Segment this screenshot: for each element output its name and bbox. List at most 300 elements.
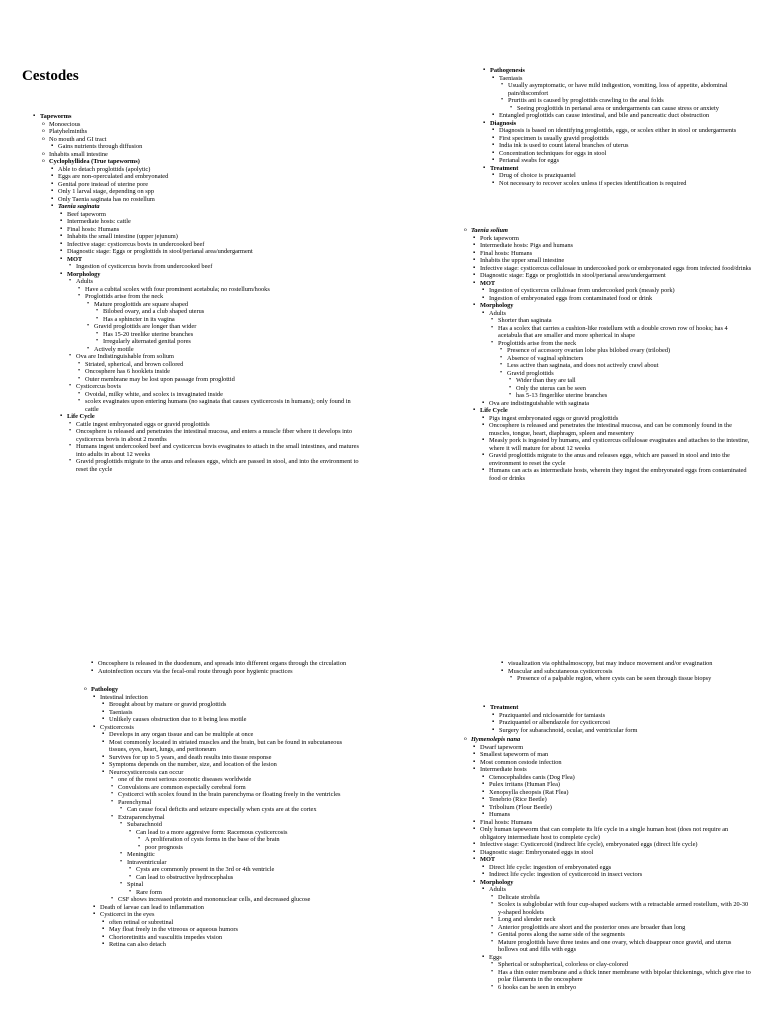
section-heading: ▪ MOT: [67, 255, 83, 263]
list-item: [471, 227, 752, 482]
item-text: • Oncosphere is released and penetrates the intestinal mucosa, and enters a muscle fiber where it develops into cysticercus bovis in about 2 months: [76, 428, 353, 443]
list-item: [480, 250, 752, 258]
section-heading: o Cyclophyllidea (True tapeworms): [49, 158, 140, 165]
item-text: ▪ Only human tapeworm that can complete its life cycle in a single human host (does not require an obligatory intermediate host to complete cycle): [480, 826, 729, 841]
list-item: [507, 370, 752, 400]
item-text: ▪ Not necessary to recover scolex unless if species identification is required: [499, 179, 687, 187]
outline-list: [136, 836, 360, 851]
item-text: • Scolex is subglobular with four cup-shaped suckers with a retractable armed rostellum, with 20-30 y-shaped hooklets: [498, 901, 749, 916]
item-text: ▪ Ingestion of cysticercus cellulosae from undercooked pork (measly pork): [489, 287, 675, 294]
list-item: [109, 919, 360, 927]
item-text: ▪ Praziquantel and niclosamide for tamiasis: [499, 711, 606, 719]
item-text: ▪ Eggs are non-operculated and embryonated: [58, 173, 169, 180]
section-heading: ▪ Morphology: [67, 270, 101, 278]
section-heading: ▪ Life Cycle: [67, 413, 95, 420]
list-item: [489, 781, 752, 789]
item-text: • Seeing proglottids in perianal area or undergarments can cause stress or anxiety: [517, 104, 719, 112]
item-text: ▪ Muscular and subcutaneous cysticercosis: [508, 667, 613, 675]
item-text: ▪ Only 1 larval stage, depending on spp: [58, 188, 155, 195]
list-item: [508, 660, 752, 668]
outline-list: [489, 894, 752, 954]
list-item: [109, 709, 360, 717]
item-text: ▪ Ingestion of embryonated eggs from contaminated food or drink: [489, 294, 653, 302]
item-text: ▪ Eggs: [489, 953, 502, 961]
item-text: ▪ Survives for up to 5 years, and death results into tissue response: [109, 753, 272, 761]
item-text: • Cysticerci with scolex found in the brain parenchyma or floating freely in the ventricles: [118, 791, 341, 798]
list-item: [118, 791, 360, 799]
item-text: • Have a cubital scolex with four prominent acetabula; no rostellum/hooks: [85, 285, 270, 293]
item-text: • Meningitic: [127, 851, 155, 858]
outline-list: [490, 712, 752, 735]
item-text: • Convulsions are common especially cerebral form: [118, 783, 246, 791]
outline-list: [489, 317, 752, 400]
item-text: ▪ Xenopsylla cheopsis (Rat Flea): [489, 788, 569, 796]
outline-list: [480, 310, 752, 408]
item-text: ▪ Infective stage: Cysticercoid (indirect life cycle), embryonated eggs (direct life cycle): [480, 841, 698, 848]
list-item: [490, 165, 752, 188]
item-text: • Extraparenchymal: [118, 813, 165, 821]
item-text: • Usually asymptomatic, or have mild indigestion, vomiting, loss of appetite, abdominal pain/discomfort: [508, 82, 728, 97]
list-item: [67, 218, 360, 226]
item-text: o Inhabits small intestine: [49, 150, 108, 158]
item-text: • 6 hooks can be seen in embryo: [498, 983, 577, 991]
list-item: [499, 75, 752, 113]
item-text: • Humans ingest undercooked beef and cysticercus bovis evaginates to attach in the small intestines, and matures into adults in about 12 weeks: [76, 443, 359, 458]
list-item: [103, 338, 360, 346]
outline-list: [76, 391, 360, 414]
list-item: [94, 323, 360, 346]
list-item: [85, 376, 360, 384]
list-item: [498, 931, 752, 939]
list-item: [103, 308, 360, 316]
item-text: ▪ Pork tapeworm: [480, 234, 519, 242]
list-item: [91, 686, 360, 949]
list-item: [499, 150, 752, 158]
list-item: [109, 739, 360, 754]
item-text: • Has 15-20 treelike uterine branches: [103, 330, 194, 338]
list-item: [103, 331, 360, 339]
list-item: [499, 172, 752, 180]
item-text: ▪ Death of larvae can lead to inflammation: [100, 903, 204, 911]
list-item: [480, 841, 752, 849]
section-heading: o Taenia solium: [471, 227, 508, 234]
item-text: ▪ Chorioretinitis and vasculitis impedes vision: [109, 933, 223, 941]
item-text: ▪ Most common cestode infection: [480, 758, 562, 766]
list-item: [109, 769, 360, 904]
item-text: ▪ Adults: [489, 886, 506, 893]
list-item: [109, 754, 360, 762]
item-text: • Proglottids arise from the neck: [498, 339, 577, 347]
item-text: ▪ Praziquantel or albendazole for cysticercosi: [499, 719, 610, 726]
list-item: [480, 849, 752, 857]
list-item: [498, 901, 752, 916]
list-item: [480, 819, 752, 827]
item-text: ▪ Final hosts: Humans: [67, 225, 120, 233]
section-heading: ▪ Life Cycle: [480, 407, 508, 414]
list-item: [508, 97, 752, 112]
list-item: [76, 278, 360, 353]
item-text: ▪ Pigs ingest embryonated eggs or gravid proglottids: [489, 414, 619, 422]
list-item: [489, 467, 752, 482]
list-item: [58, 166, 360, 174]
list-item: [480, 856, 752, 879]
outline-list: [499, 82, 752, 112]
list-item: [489, 796, 752, 804]
section-heading: ▪ Tapeworms: [40, 113, 72, 120]
list-item: [517, 105, 752, 113]
item-text: • Anterior proglottids are short and the posterior ones are broader than long: [498, 923, 686, 931]
list-item: [118, 784, 360, 792]
item-text: ▪ May float freely in the vitreous or aqueous humors: [109, 926, 238, 933]
item-text: ▪ Adults: [489, 309, 506, 317]
list-item: [498, 916, 752, 924]
list-item: [499, 727, 752, 735]
outline-list: [49, 143, 360, 151]
outline-list: [127, 866, 360, 881]
item-text: • poor prognosis: [145, 843, 183, 851]
list-item: [489, 864, 752, 872]
list-item: [100, 724, 360, 904]
item-text: • Spherical or subspherical, colorless or clay-colored: [498, 961, 629, 968]
item-text: ▪ Gains nutrients through diffusion: [58, 143, 143, 150]
list-item: [507, 347, 752, 355]
item-text: ▪ Tribolium (Flour Beetle): [489, 803, 552, 811]
list-item: [480, 879, 752, 992]
outline-list: [508, 660, 752, 683]
list-item: [94, 346, 360, 354]
list-item: [498, 924, 752, 932]
list-item: [118, 776, 360, 784]
item-text: o Platyhelminths: [49, 128, 88, 135]
list-item: [499, 112, 752, 120]
item-text: ▪ Intestinal infection: [100, 693, 148, 701]
list-item: [85, 361, 360, 369]
item-text: ▪ Perianal swabs for eggs: [499, 157, 560, 164]
item-text: • Adults: [76, 278, 93, 285]
item-text: ▪ Autoinfection occurs via the fecal-oral route through poor hygienic practices: [98, 667, 293, 675]
list-item: [49, 128, 360, 136]
list-item: [85, 293, 360, 353]
list-item: [498, 961, 752, 969]
section-heading: o Pathology: [91, 686, 119, 693]
item-text: ▪ Taeniasis: [499, 74, 523, 82]
item-text: ▪ Gravid proglottids migrate to the anus and releases eggs, which are passed in stool and into the environment to reset the cycle: [489, 452, 730, 467]
item-text: ▪ Beef tapeworm: [67, 210, 106, 218]
list-item: [58, 173, 360, 181]
item-text: ▪ Cysticercosis: [100, 723, 134, 731]
list-item: [499, 712, 752, 720]
list-item: [67, 211, 360, 219]
list-item: [499, 719, 752, 727]
item-text: • Can lead to obstructive hydrocephalus: [136, 873, 234, 881]
section-heading: ▪ Pathogenesis: [490, 67, 525, 74]
item-text: ▪ Most commonly located in striated muscles and the brain, but can be found in subcutaneous tissues, eyes, heart, lungs, and peritoneum: [109, 738, 343, 753]
list-item: [489, 774, 752, 782]
list-item: [516, 385, 752, 393]
outline-list: [471, 736, 752, 991]
list-item: [76, 263, 360, 271]
item-text: • CSF shows increased protein and mononuclear cells, and decreased glucose: [118, 896, 311, 903]
item-text: • Long and slender neck: [498, 916, 556, 923]
item-text: ▪ Oncosphere is released in the duodenum, and spreads into different organs through the circulation: [98, 660, 347, 667]
item-text: ▪ Neurocysticercosis can occur: [109, 768, 184, 776]
outline-list: [91, 694, 360, 949]
item-text: ▪ Dwarf tapeworm: [480, 743, 524, 751]
list-item: [499, 157, 752, 165]
list-item: [480, 265, 752, 273]
item-text: • Striated, spherical, and brown collored: [85, 360, 184, 368]
list-item: [49, 121, 360, 129]
list-item: [499, 142, 752, 150]
item-text: • one of the most serious zoonotic diseases worldwide: [118, 776, 252, 783]
item-text: • Gravid proglottids are longer than wider: [94, 323, 197, 330]
item-text: ▪ Brought about by mature or gravid proglottids: [109, 701, 227, 708]
list-item: [67, 271, 360, 414]
outline-list: [471, 227, 752, 482]
item-text: ▪ Ova are indistinguishable with saginata: [489, 399, 590, 407]
list-item: [49, 158, 360, 473]
list-item: [480, 302, 752, 407]
list-item: [109, 761, 360, 769]
item-text: • Has a thin outer membrane and a thick inner membrane with bipolar thickenings, which give rise to polar filaments in the oncosphere: [498, 968, 751, 983]
item-text: • Presence of a palpable region, where cysts can be seen through tissue biopsy: [517, 675, 712, 682]
item-text: ▪ Infective stage: cysticercus bovis in undercooked beef: [67, 240, 205, 248]
item-text: • Bilobed ovary, and a club shaped uterus: [103, 308, 205, 315]
section-heading: ▪ Taenia saginata: [58, 203, 100, 210]
item-text: ▪ visualization via ophthalmoscopy, but may induce movement and/or evagination: [508, 660, 713, 667]
item-text: • Mature proglottids are square shaped: [94, 300, 189, 308]
list-item: [471, 736, 752, 991]
outline-list: [100, 731, 360, 904]
outline-list: [67, 263, 360, 271]
col2: [490, 67, 752, 187]
list-item: [49, 151, 360, 159]
item-text: ▪ Symptoms depends on the number, size, and location of the lesion: [109, 761, 277, 768]
list-item: [480, 272, 752, 280]
list-item: [498, 325, 752, 340]
list-item: [145, 844, 360, 852]
list-item: [118, 814, 360, 897]
outline-list: [490, 67, 752, 187]
item-text: ▪ Ctenocephalides canis (Dog Flea): [489, 773, 575, 781]
outline-list: [94, 308, 360, 323]
list-item: [136, 889, 360, 897]
list-item: [118, 896, 360, 904]
item-text: ▪ Pulex irritans (Human Flea): [489, 781, 560, 788]
item-text: • Subarachnoid: [127, 821, 162, 828]
list-item: [85, 368, 360, 376]
item-text: • Less active than saginata, and does not actively crawl about: [507, 362, 659, 369]
list-item: [490, 704, 752, 734]
list-item: [127, 859, 360, 882]
list-item: [100, 904, 360, 912]
list-item: [480, 766, 752, 819]
outline-list: [118, 821, 360, 896]
item-text: ▪ Unlikely causes obstruction due to it being less motile: [109, 716, 247, 723]
list-item: [489, 415, 752, 423]
item-text: • scolex evaginates upon entering humans (no saginata that causes cysticercosis in humans); only found in cattle: [85, 398, 351, 413]
list-item: [109, 731, 360, 739]
item-text: • Parenchymal: [118, 798, 152, 806]
outline-list: [109, 776, 360, 904]
item-text: ▪ Develops in any organ tissue and can be multiple at once: [109, 731, 254, 738]
list-item: [480, 280, 752, 303]
item-text: ▪ Taeniasis: [109, 708, 133, 716]
list-item: [489, 789, 752, 797]
outline-list: [490, 172, 752, 187]
list-item: [109, 934, 360, 942]
outline-list: [480, 774, 752, 819]
list-item: [489, 422, 752, 437]
outline-list: [40, 121, 360, 474]
item-text: ▪ Final hosts: Humans: [480, 249, 533, 257]
item-text: • Rare form: [136, 888, 162, 896]
item-text: ▪ Able to detach proglottids (apolytic): [58, 165, 151, 173]
list-item: [109, 701, 360, 709]
item-text: • Outer membrane may be lost upon passage from proglottid: [85, 375, 235, 383]
list-item: [127, 806, 360, 814]
section-heading: ▪ Treatment: [490, 704, 519, 711]
item-text: ▪ Inhabits the small intestine (upper jejunum): [67, 233, 178, 240]
list-item: [67, 248, 360, 256]
col4: [508, 660, 752, 683]
outline-list: [127, 829, 360, 852]
item-text: • Shorter than saginata: [498, 317, 552, 324]
item-text: • Absence of vaginal sphincters: [507, 354, 584, 362]
list-item: [40, 113, 360, 473]
item-text: • Irregularly alternated genital pores: [103, 338, 191, 345]
section-heading: ▪ MOT: [480, 279, 496, 287]
item-text: ▪ Diagnostic stage: Eggs or proglottids in stool/perianal area/undergarment: [67, 248, 253, 255]
outline-list: [508, 105, 752, 113]
list-item: [489, 437, 752, 452]
list-item: [98, 660, 360, 668]
item-text: ▪ Final hosts: Humans: [480, 818, 533, 826]
list-item: [508, 668, 752, 683]
item-text: ▪ First specimen is usually gravid proglottids: [499, 134, 609, 142]
list-item: [76, 428, 360, 443]
item-text: • Intraventricular: [127, 858, 167, 866]
outline-list: [480, 886, 752, 991]
item-text: ▪ Genital pore instead of uterine pore: [58, 180, 149, 188]
item-text: • Mature proglottids have three testes and one ovary, which disappear once gravid, and uterus hollows out and fills with eggs: [498, 938, 732, 953]
list-item: [499, 127, 752, 135]
item-text: • Ovoidal, milky white, and scolex is invaginated inside: [85, 390, 223, 398]
list-item: [98, 668, 360, 676]
list-item: [498, 984, 752, 992]
list-item: [489, 295, 752, 303]
list-item: [136, 829, 360, 852]
list-item: [58, 181, 360, 189]
list-item: [489, 400, 752, 408]
item-text: ▪ Tenebrio (Rice Beetle): [489, 796, 547, 803]
outline-list: [67, 421, 360, 474]
list-item: [85, 286, 360, 294]
list-item: [489, 452, 752, 467]
outline-list: [76, 286, 360, 354]
list-item: [517, 675, 752, 683]
item-text: • Gravid proglottids migrate to the anus and releases eggs, which are passed in stool, and into the environment to reset the cycle: [76, 458, 359, 473]
outline-list: [91, 686, 360, 949]
outline-list: [100, 919, 360, 949]
col3: [98, 660, 360, 675]
section-heading: ▪ MOT: [480, 856, 496, 863]
outline-list: [471, 235, 752, 483]
list-item: [499, 180, 752, 188]
list-item: [507, 362, 752, 370]
item-text: • Pruritis ani is caused by proglottids crawling to the anal folds: [508, 97, 664, 104]
item-text: • Has a scolex that carries a cushion-like rostellum with a double crown row of hooks; has 4 acetabula that are smaller and more spherical in shape: [498, 324, 728, 339]
item-text: • Can cause focal deficits and seizure especially when cysts are at the cortex: [127, 806, 317, 813]
item-text: ▪ Intermediate hosts: [480, 766, 527, 773]
list-item: [67, 226, 360, 234]
section-heading: ▪ Morphology: [480, 878, 514, 886]
outline-list: [480, 415, 752, 483]
list-item: [490, 120, 752, 165]
item-text: • Ova are Indistinguishable from solium: [76, 353, 174, 360]
item-text: • Can lead to a more aggresive form: Racemous cysticercosis: [136, 828, 288, 836]
list-item: [480, 242, 752, 250]
outline-list: [490, 704, 752, 734]
list-item: [507, 355, 752, 363]
list-item: [109, 926, 360, 934]
item-text: ▪ Intermediate hosts: cattle: [67, 218, 131, 225]
outline-list: [127, 889, 360, 897]
item-text: • Has a sphincter in its vagina: [103, 315, 175, 323]
section-heading: ▪ Morphology: [480, 302, 514, 309]
list-item: [498, 969, 752, 984]
list-item: [498, 939, 752, 954]
list-item: [127, 881, 360, 896]
section-heading: ▪ Treatment: [490, 164, 519, 172]
item-text: o No mouth and GI tract: [49, 135, 107, 143]
list-item: [480, 759, 752, 767]
list-item: [67, 256, 360, 271]
item-text: ▪ Only Taenia saginata has no rostellum: [58, 195, 155, 203]
item-text: • Cattle ingest embryonated eggs or gravid proglottids: [76, 420, 210, 428]
outline-list: [94, 331, 360, 346]
outline-list: [471, 744, 752, 992]
page-title: Cestodes: [22, 68, 79, 84]
outline-list: [490, 75, 752, 120]
item-text: • has 5-13 fingerlike uterine branches: [516, 392, 608, 399]
item-text: ▪ Inhabits the upper small intestine: [480, 257, 565, 264]
item-text: ▪ Indirect life cycle: ingestion of cysticercoid in insect vectors: [489, 871, 643, 878]
outline-list: [100, 701, 360, 724]
list-item: [480, 257, 752, 265]
list-item: [118, 799, 360, 814]
list-item: [127, 821, 360, 851]
list-item: [498, 894, 752, 902]
item-text: ▪ Diagnosis is based on identifying proglottids, eggs, or scolex either in stool or undergarments: [499, 127, 737, 134]
list-item: [76, 443, 360, 458]
list-item: [76, 353, 360, 383]
col4c: [471, 736, 752, 991]
item-text: • Ingestion of cysticercus bovis from undercooked beef: [76, 263, 213, 270]
item-text: o Monoecious: [49, 120, 81, 128]
item-text: ▪ Direct life cycle: ingestion of embryonated eggs: [489, 863, 612, 871]
col4b: [490, 704, 752, 734]
outline-list: [118, 806, 360, 814]
list-item: [480, 751, 752, 759]
list-item: [498, 317, 752, 325]
list-item: [67, 233, 360, 241]
col1: [40, 113, 360, 473]
list-item: [489, 287, 752, 295]
list-item: [489, 310, 752, 400]
item-text: ▪ Cysticerci in the eyes: [100, 911, 155, 918]
list-item: [76, 458, 360, 473]
